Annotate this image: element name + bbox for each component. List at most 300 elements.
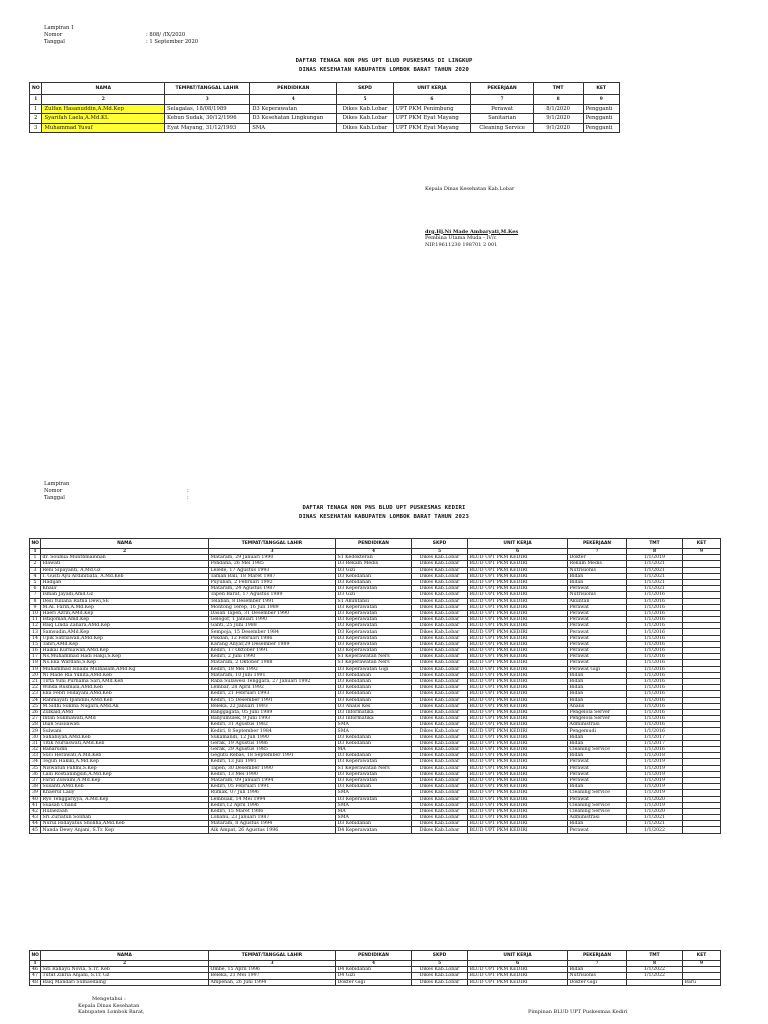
row-pendidikan: D3 Kebidanan [336, 784, 412, 790]
row-no: 27 [30, 716, 41, 722]
row-no: 6 [30, 586, 41, 592]
row-tmt: 1/1/2021 [627, 579, 683, 585]
row-pekerjaan: Bidan [568, 753, 627, 759]
row-ttl: Kediri, 8 September 1984 [209, 728, 336, 734]
row-tmt: 8/1/2020 [533, 104, 583, 114]
row-tmt: 1/1/2016 [627, 666, 683, 672]
row-pekerjaan: Bidan [568, 734, 627, 740]
table-row [30, 114, 620, 124]
row-pendidikan: D3 Kebidanan [336, 691, 412, 697]
row-pekerjaan: Bidan [568, 784, 627, 790]
header-row [30, 83, 620, 95]
row-ttl: Kediri,12 April 1996 [209, 802, 336, 808]
row-tmt: 1/1/2022 [627, 973, 683, 979]
row-pendidikan: D3 Kebidanan [336, 573, 412, 579]
row-skpd: Dikes Kab.Lobar [337, 104, 393, 114]
row-skpd: Dikes Kab.Lobar [337, 114, 393, 124]
tanggal-label: Tanggal [44, 39, 65, 45]
row-ttl: Kediri, 15 Desember 1991 [209, 697, 336, 703]
row-tmt: 1/1/2016 [627, 678, 683, 684]
row-pendidikan: S1 Keperawatan Ners [336, 654, 412, 660]
row-nama: Isman Jayadi,Amd.Gz [41, 592, 209, 598]
column-number: 8 [627, 961, 683, 967]
row-ttl: Gerak, 29 Agustus 1985 [209, 747, 336, 753]
row-unit: BLUD UPT PKM KEDIRI [468, 660, 568, 666]
col-nama: NAMA [41, 951, 209, 961]
row-pekerjaan: Bidan [568, 678, 627, 684]
row-skpd: Dikes Kab.Lobar [412, 610, 468, 616]
row-nama: Sulwani [41, 728, 209, 734]
row-ket: Pengganti [583, 123, 619, 133]
row-tmt: 1/1/2018 [627, 753, 683, 759]
row-pendidikan: D3 Kebidanan [336, 753, 412, 759]
column-number: 2 [42, 95, 165, 105]
row-pendidikan: D3 Keperawatan [336, 604, 412, 610]
row-unit: BLUD UPT PKM KEDIRI [468, 567, 568, 573]
row-pekerjaan: Bidan [568, 573, 627, 579]
row-tmt: 1/1/2016 [627, 697, 683, 703]
row-pekerjaan: Administrasi [568, 722, 627, 728]
row-unit: BLUD UPT PKM KEDIRI [468, 586, 568, 592]
row-tmt: 1/1/2016 [627, 691, 683, 697]
row-tmt: 1/1/2021 [627, 821, 683, 827]
row-ket [683, 827, 721, 833]
row-pendidikan: MA [336, 808, 412, 814]
row-unit: BLUD UPT PKM KEDIRI [468, 728, 568, 734]
row-skpd: Dikes Kab.Lobar [412, 722, 468, 728]
column-number: 5 [412, 961, 468, 967]
row-pendidikan: SMA [336, 815, 412, 821]
title-2-line-1: DAFTAR TENAGA NON PNS BLUD UPT PUSKESMAS KEDIRI [302, 505, 466, 511]
col-ket: KET [583, 83, 619, 95]
row-pekerjaan: Perawat [568, 629, 627, 635]
col-ket: KET [683, 539, 721, 549]
column-number: 1 [30, 549, 41, 555]
row-unit: BLUD UPT PKM KEDIRI [468, 709, 568, 715]
row-ttl: Mataram, 10 Juni 1991 [209, 672, 336, 678]
title-1-line-2: DINAS KESEHATAN KABUPATEN LOMBOK BARAT TAHUN 2020 [299, 67, 469, 73]
row-nama: Haeri Azrin,AMd.Kep [41, 610, 209, 616]
row-tmt: 1/1/2021 [627, 567, 683, 573]
nomor-label: Nomor [44, 32, 63, 38]
row-nama: Sahabiyah,AMd.Keb [41, 734, 209, 740]
row-pekerjaan: Bidan [568, 685, 627, 691]
row-skpd: Dikes Kab.Lobar [337, 123, 393, 133]
row-pendidikan: S1 Akuntansi [336, 598, 412, 604]
row-pekerjaan: Perawat [471, 104, 533, 114]
row-pendidikan: SMA [336, 790, 412, 796]
col-no: NO [30, 539, 41, 549]
row-unit: BLUD UPT PKM KEDIRI [468, 827, 568, 833]
col-skpd: SKPD [412, 951, 468, 961]
row-nama: Rahmayati Ipandini,AMd.Keb [41, 697, 209, 703]
row-tmt: 1/1/2019 [627, 784, 683, 790]
row-pendidikan: D3 Kebidanan [336, 678, 412, 684]
row-unit: UPT PKM Penimbung [393, 104, 471, 114]
row-pendidikan: D3 Informatika [336, 716, 412, 722]
row-no: 12 [30, 623, 41, 629]
row-nama: Idawati [41, 561, 209, 567]
row-unit: BLUD UPT PKM KEDIRI [468, 734, 568, 740]
row-no: 37 [30, 777, 41, 783]
row-unit: BLUD UPT PKM KEDIRI [468, 967, 568, 973]
row-skpd: Dikes Kab.Lobar [412, 827, 468, 833]
column-number: 6 [468, 961, 568, 967]
row-no: 39 [30, 790, 41, 796]
row-ttl: Selagalas, 18/08/1989 [165, 104, 250, 114]
col-no: NO [30, 951, 41, 961]
row-unit: BLUD UPT PKM KEDIRI [468, 722, 568, 728]
row-no: 17 [30, 654, 41, 660]
row-no: 20 [30, 672, 41, 678]
row-tmt: 1/1/2019 [627, 771, 683, 777]
row-nama: Muhammad Isnaini Mulhasam,AMd.Kg [41, 666, 209, 672]
row-skpd: Dikes Kab.Lobar [412, 808, 468, 814]
row-pendidikan: D3 Informatika [336, 709, 412, 715]
row-no: 9 [30, 604, 41, 610]
column-number-row [30, 95, 620, 105]
row-pendidikan: D3 Kebidanan [336, 734, 412, 740]
row-no: 25 [30, 703, 41, 709]
row-no: 11 [30, 617, 41, 623]
row-skpd: Dikes Kab.Lobar [412, 740, 468, 746]
row-nama: Reni Sipayanti, A.Md.Gz [41, 567, 209, 573]
row-unit: BLUD UPT PKM KEDIRI [468, 691, 568, 697]
column-number: 5 [337, 95, 393, 105]
row-no: 43 [30, 815, 41, 821]
row-unit: BLUD UPT PKM KEDIRI [468, 784, 568, 790]
row-unit: BLUD UPT PKM KEDIRI [468, 610, 568, 616]
row-unit: BLUD UPT PKM KEDIRI [468, 747, 568, 753]
row-nama: Ryo Tenggariyya, A.Md.Kep [41, 796, 209, 802]
row-unit: BLUD UPT PKM KEDIRI [468, 821, 568, 827]
row-tmt: 1/1/2016 [627, 722, 683, 728]
row-skpd: Dikes Kab.Lobar [412, 716, 468, 722]
column-number: 2 [41, 961, 209, 967]
row-unit: BLUD UPT PKM KEDIRI [468, 592, 568, 598]
row-unit: BLUD UPT PKM KEDIRI [468, 771, 568, 777]
row-tmt: 1/1/2016 [627, 635, 683, 641]
row-ttl: Sempoja, 15 Desember 1984 [209, 629, 336, 635]
row-nama: Nurul Hidayatus Sholiha,AMd.Keb [41, 821, 209, 827]
row-tmt: 1/1/2016 [627, 629, 683, 635]
row-pendidikan: D3 Keperawatan [336, 796, 412, 802]
row-pekerjaan: Cleaning Service [568, 790, 627, 796]
row-unit: BLUD UPT PKM KEDIRI [468, 765, 568, 771]
row-skpd: Dikes Kab.Lobar [412, 765, 468, 771]
row-no: 42 [30, 808, 41, 814]
row-pendidikan: D3 Keperawatan [250, 104, 337, 114]
row-ttl: Gegutu Rebas, 18 September 1991 [209, 753, 336, 759]
row-skpd: Dikes Kab.Lobar [412, 697, 468, 703]
col-unit: UNIT KERJA [468, 539, 568, 549]
row-ttl: Kediri, 31 Agustus 1982 [209, 722, 336, 728]
row-pendidikan: D3 Kebidanan [336, 697, 412, 703]
row-pekerjaan: Bidan [568, 740, 627, 746]
row-nama: Baiq Mandari Sumaedalng [41, 979, 209, 985]
row-skpd: Dikes Kab.Lobar [412, 709, 468, 715]
row-nama: Baiq Linda Zahara,AMd.Kep [41, 623, 209, 629]
row-pekerjaan: Perawat [568, 641, 627, 647]
row-nama: Nanda Dewy Anjani, S.Tr. Kep [41, 827, 209, 833]
row-tmt: 1/1/2016 [627, 709, 683, 715]
row-pendidikan: SMA [336, 722, 412, 728]
column-number: 8 [533, 95, 583, 105]
row-unit: BLUD UPT PKM KEDIRI [468, 973, 568, 979]
row-skpd: Dikes Kab.Lobar [412, 771, 468, 777]
row-ttl: Kediri, 18 Mei 1992 [209, 666, 336, 672]
row-ttl: Gelogor, 1 Januari 1990 [209, 617, 336, 623]
row-ttl: Beleka, 21 Mei 1997 [209, 973, 336, 979]
row-no: 1 [30, 104, 42, 114]
row-no: 2 [30, 114, 42, 124]
row-pendidikan: D3 Keperawatan [336, 586, 412, 592]
nomor-label: Nomor [44, 488, 63, 494]
row-ttl: Aik Ampat, 26 Agustus 1996 [209, 827, 336, 833]
row-nama: M.Al. Farih,A.Md.Kep [41, 604, 209, 610]
row-unit: BLUD UPT PKM KEDIRI [468, 573, 568, 579]
row-tmt [627, 979, 683, 985]
row-unit: BLUD UPT PKM KEDIRI [468, 685, 568, 691]
row-tmt: 1/1/2016 [627, 592, 683, 598]
row-no: 16 [30, 648, 41, 654]
row-pendidikan: S1 Keperawatan Ners [336, 660, 412, 666]
row-unit: BLUD UPT PKM KEDIRI [468, 753, 568, 759]
row-no: 38 [30, 784, 41, 790]
row-skpd: Dikes Kab.Lobar [412, 592, 468, 598]
column-number: 7 [568, 961, 627, 967]
row-skpd: Dikes Kab.Lobar [412, 796, 468, 802]
row-nama: I. Gusti Ayu Ardinitiata, A.Md.Keb [41, 573, 209, 579]
row-pendidikan: D3 Rekam Medis [336, 561, 412, 567]
row-unit: BLUD UPT PKM KEDIRI [468, 808, 568, 814]
row-tmt: 1/1/2016 [627, 685, 683, 691]
row-no: 18 [30, 660, 41, 666]
row-no: 32 [30, 747, 41, 753]
footer-left [78, 996, 145, 1016]
header-1 [44, 25, 198, 46]
row-tmt: 1/1/2016 [627, 654, 683, 660]
row-ket: Pengganti [583, 104, 619, 114]
row-pekerjaan: Nutrisionis [568, 592, 627, 598]
row-pendidikan: D3 Keperawatan [336, 610, 412, 616]
row-nama: Teguh Hakiki,A.Md.Kep [41, 759, 209, 765]
table-body [30, 961, 721, 986]
row-no: 4 [30, 573, 41, 579]
row-skpd: Dikes Kab.Lobar [412, 648, 468, 654]
row-nama: Samsudin,AMd.Kep [41, 629, 209, 635]
row-skpd: Dikes Kab.Lobar [412, 635, 468, 641]
row-nama: Zulkaid,AMd [41, 709, 209, 715]
row-nama: Ni Made Ria Yunita,AMd.Keb [41, 672, 209, 678]
column-number: 6 [393, 95, 471, 105]
column-number: 6 [468, 549, 568, 555]
row-tmt: 1/1/2019 [627, 555, 683, 561]
row-tmt: 1/1/2016 [627, 604, 683, 610]
row-unit: BLUD UPT PKM KEDIRI [468, 623, 568, 629]
row-tmt: 1/1/2016 [627, 610, 683, 616]
row-pendidikan: SMA [250, 123, 337, 133]
row-nama: Niswatun Fahmi,S.Kep [41, 765, 209, 771]
col-nama: NAMA [42, 83, 165, 95]
signature-block-1 [425, 186, 518, 248]
row-pendidikan: MA [336, 747, 412, 753]
row-pekerjaan: Dokter Gigi [568, 979, 627, 985]
col-pekerjaan: PEKERJAAN [568, 539, 627, 549]
row-nama: Siti Rahayu Novia, S.Tr. Keb [41, 967, 209, 973]
row-pendidikan: D3 Gizi [336, 592, 412, 598]
row-skpd: Dikes Kab.Lobar [412, 641, 468, 647]
row-ttl: Mataram, 8 Agustus 1994 [209, 821, 336, 827]
row-pendidikan: D3 Kebidanan [336, 821, 412, 827]
row-nama: Muhammad Yusuf [42, 123, 165, 133]
row-nama: dr. Soumia Munthmainnah [41, 555, 209, 561]
row-ttl: Kebun Sudak, 30/12/1996 [165, 114, 250, 124]
row-skpd: Dikes Kab.Lobar [412, 790, 468, 796]
column-number: 9 [683, 961, 721, 967]
row-skpd: Dikes Kab.Lobar [412, 678, 468, 684]
row-no: 44 [30, 821, 41, 827]
row-unit: BLUD UPT PKM KEDIRI [468, 697, 568, 703]
row-tmt: 1/1/2019 [627, 802, 683, 808]
row-ttl: Pohdana, 26 Mei 1985 [209, 561, 336, 567]
row-ttl: Kediri, 15 Maret 1986 [209, 808, 336, 814]
header-2 [44, 481, 189, 502]
row-skpd: Dikes Kab.Lobar [412, 784, 468, 790]
row-ttl: Sukamandi, 12 Juli 1990 [209, 734, 336, 740]
row-ttl: Ampenan, 26 Juni 1994 [209, 979, 336, 985]
column-number: 9 [683, 549, 721, 555]
row-skpd: Dikes Kab.Lobar [412, 567, 468, 573]
column-number: 2 [41, 549, 209, 555]
row-skpd: Dikes Kab.Lobar [412, 672, 468, 678]
row-unit: BLUD UPT PKM KEDIRI [468, 802, 568, 808]
row-pekerjaan: Sanitarian [471, 114, 533, 124]
row-tmt: 1/1/2021 [627, 815, 683, 821]
row-no: 8 [30, 598, 41, 604]
row-skpd: Dikes Kab.Lobar [412, 728, 468, 734]
row-ttl: Dasan Tapen, 31 Desember 1990 [209, 610, 336, 616]
row-skpd: Dikes Kab.Lobar [412, 747, 468, 753]
row-ttl: Pokdan, 12 Februari 1986 [209, 635, 336, 641]
row-nama: Ns.Muhammad Hadi Hakji,S.Kep [41, 654, 209, 660]
row-nama: Khaerul Laily [41, 790, 209, 796]
row-no: 2 [30, 561, 41, 567]
row-skpd: Dikes Kab.Lobar [412, 654, 468, 660]
row-unit: BLUD UPT PKM KEDIRI [468, 703, 568, 709]
row-ttl: Eyat Mayang, 31/12/1993 [165, 123, 250, 133]
table-row [30, 827, 721, 833]
row-pekerjaan: Pengelola Server [568, 716, 627, 722]
row-unit: BLUD UPT PKM KEDIRI [468, 815, 568, 821]
row-no: 46 [30, 967, 41, 973]
row-pendidikan: D3 Keperawatan [336, 635, 412, 641]
row-pekerjaan: Perawat [568, 635, 627, 641]
row-pekerjaan: Perawat [568, 759, 627, 765]
row-skpd: Dikes Kab.Lobar [412, 561, 468, 567]
col-pendidikan: PENDIDIKAN [336, 951, 412, 961]
row-tmt: 1/1/2021 [627, 586, 683, 592]
row-no: 7 [30, 592, 41, 598]
row-pekerjaan: Perawat [568, 654, 627, 660]
row-nama: Istiqomah,Amd.Kep [41, 617, 209, 623]
row-tmt: 1/1/2019 [627, 790, 683, 796]
row-ttl: Ganti, 25 Juni 1988 [209, 623, 336, 629]
row-tmt: 1/1/2016 [627, 672, 683, 678]
row-pekerjaan: Perawat [568, 623, 627, 629]
column-number: 9 [583, 95, 619, 105]
col-ttl: TEMPAT/TANGGAL LAHIR [165, 83, 250, 95]
mengetahui-label: Mengetahui : [92, 996, 126, 1002]
row-unit: BLUD UPT PKM KEDIRI [468, 598, 568, 604]
row-no: 5 [30, 579, 41, 585]
col-unit: UNIT KERJA [468, 951, 568, 961]
row-nama: Dian Susilawati [41, 722, 209, 728]
row-ttl: Lelede, 17 Agustus 1993 [209, 567, 336, 573]
signature-name: drg.Hj.Ni Made Ambaryati,M.Kes [425, 228, 519, 235]
row-nama: M.Sidhi Sukma Nugara,AMd.Ak [41, 703, 209, 709]
row-nama: Hulaezaah [41, 808, 209, 814]
row-no: 3 [30, 567, 41, 573]
row-tmt: 1/1/2016 [627, 623, 683, 629]
row-ttl: Kediri, 21 Februari 1993 [209, 691, 336, 697]
row-skpd: Dikes Kab.Lobar [412, 777, 468, 783]
row-pendidikan: D3 Kebidanan [336, 685, 412, 691]
row-pendidikan: D3 Keperawatan [336, 759, 412, 765]
row-skpd: Dikes Kab.Lobar [412, 802, 468, 808]
row-unit: BLUD UPT PKM KEDIRI [468, 629, 568, 635]
footer-head-office: Pimpinan BLUD UPT Puskesmas Kediri [528, 1009, 628, 1015]
row-ttl: Raba Sulawesi Tenggara, 27 Januari 1992 [209, 678, 336, 684]
table-row [30, 979, 721, 985]
row-nama: Suasah Chalid [41, 802, 209, 808]
row-nama: Eka Febri Hidayani,AMd.Keb [41, 691, 209, 697]
row-unit: BLUD UPT PKM KEDIRI [468, 777, 568, 783]
row-tmt: 1/1/2016 [627, 728, 683, 734]
row-ket: Pengganti [583, 114, 619, 124]
row-pekerjaan: Rekam Medis [568, 561, 627, 567]
col-pekerjaan: PEKERJAAN [471, 83, 533, 95]
row-nama: Tutut Zikria Anjani, S.Tr. Gz [41, 973, 209, 979]
row-no: 23 [30, 691, 41, 697]
row-unit: BLUD UPT PKM KEDIRI [468, 555, 568, 561]
col-skpd: SKPD [337, 83, 393, 95]
row-no: 24 [30, 697, 41, 703]
row-nama: Zulfan Hasanuddin,A.Md.Kep [42, 104, 165, 114]
row-pekerjaan: Pengelola Server [568, 709, 627, 715]
row-no: 48 [30, 979, 41, 985]
tanggal-label: Tanggal [44, 495, 65, 501]
footer-region: Kabupaten Lombok Barat, [78, 1009, 145, 1015]
row-pekerjaan: Perawat Gigi [568, 666, 627, 672]
row-ttl: Mataram, 2 Oktober 1988 [209, 660, 336, 666]
row-no: 40 [30, 796, 41, 802]
row-pekerjaan: Perawat [568, 604, 627, 610]
row-ttl: Banyumulek, 9 Juni 1993 [209, 716, 336, 722]
row-unit: BLUD UPT PKM KEDIRI [468, 759, 568, 765]
column-number: 1 [30, 961, 41, 967]
row-ttl: Mataram, 24 Agustus 1987 [209, 586, 336, 592]
row-unit: BLUD UPT PKM KEDIRI [468, 666, 568, 672]
row-ttl: Mataram, 09 Januari 1994 [209, 777, 336, 783]
col-tmt: TMT [627, 951, 683, 961]
row-tmt: 1/1/2017 [627, 740, 683, 746]
row-tmt: 1/1/2019 [627, 777, 683, 783]
row-pendidikan: D3 Keperawatan [336, 623, 412, 629]
row-no: 1 [30, 555, 41, 561]
signature-rank: Pembina Utama Muda - IV/c [425, 235, 497, 241]
row-pendidikan: D3 Keperawatan [336, 777, 412, 783]
